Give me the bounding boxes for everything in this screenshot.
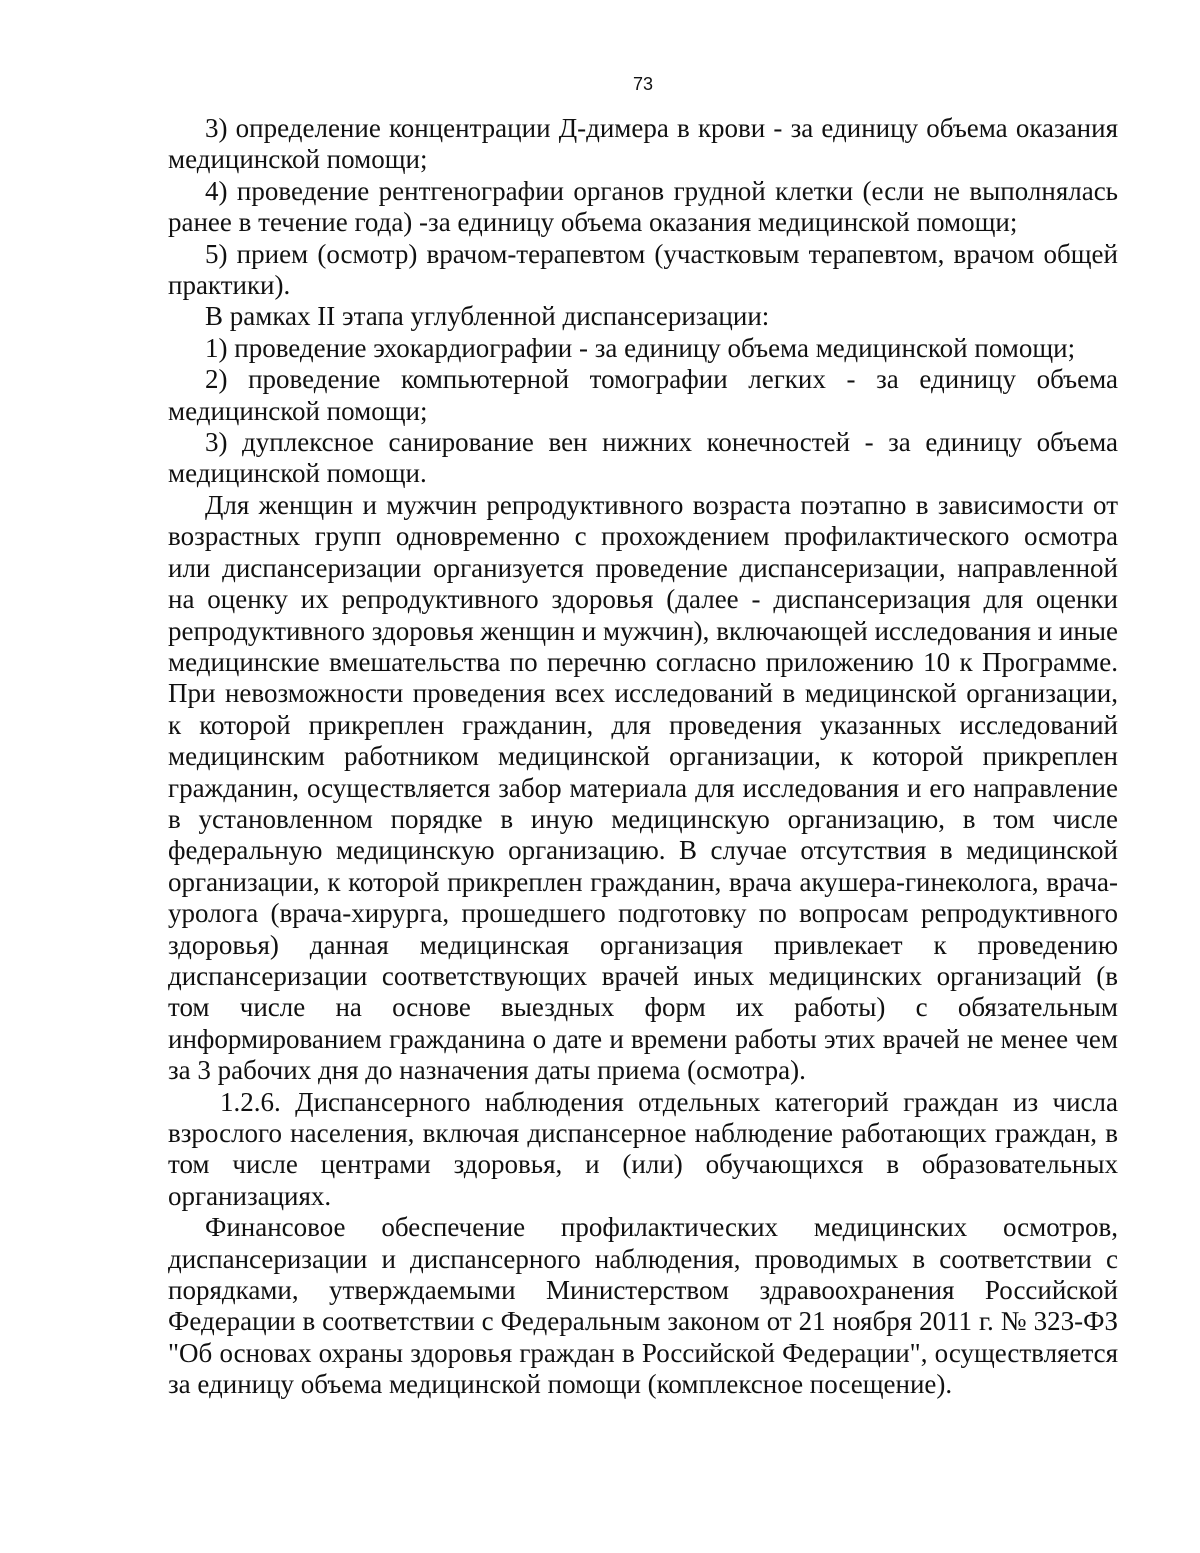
paragraph-chest-xray: 4) проведение рентгенографии органов грудной клетки (если не выполнялась ранее в течение года) -за единицу объема оказания медицинской помощи; xyxy=(168,175,1118,238)
paragraph-lung-ct: 2) проведение компьютерной томографии легких - за единицу объема медицинской помощи; xyxy=(168,364,1118,426)
page-number: 73 xyxy=(632,74,654,94)
paragraph-therapist-visit: 5) прием (осмотр) врачом-терапевтом (участковым терапевтом, врачом общей практики). xyxy=(168,238,1118,301)
paragraph-dispensary-observation: 1.2.6. Диспансерного наблюдения отдельных категорий граждан из числа взрослого населения, включая диспансерное наблюдение работающих граждан, в том числе центрами здоровья, и (или) обучающихся в образовательных организациях. xyxy=(168,1086,1118,1211)
paragraph-reproductive-health: Для женщин и мужчин репродуктивного возраста поэтапно в зависимости от возрастных групп одновременно с прохождением профилактического осмотра или диспансеризации организуется проведение диспансеризации, направленной на оценку их репродуктивного здоровья (далее - диспансеризация для оценки репродуктивного здоровья женщин и мужчин), включающей исследования и иные медицинские вмешательства по перечню согласно приложению 10 к Программе. При невозможности проведения всех исследований в медицинской организации, к которой прикреплен гражданин, для проведения указанных исследований медицинским работником медицинской организации, к которой прикреплен гражданин, осуществляется забор материала для исследования и его направление в установленном порядке в иную медицинскую организацию, в том числе федеральную медицинскую организацию. В случае отсутствия в медицинской организации, к которой прикреплен гражданин, врача акушера-гинеколога, врача-уролога (врача-хирурга, прошедшего подготовку по вопросам репродуктивного здоровья) данная медицинская организация привлекает к проведению диспансеризации соответствующих врачей иных медицинских организаций (в том числе на основе выездных форм их работы) с обязательным информированием гражданина о дате и времени работы этих врачей не менее чем за 3 рабочих дня до назначения даты приема (осмотра). xyxy=(168,489,1118,1086)
paragraph-financing: Финансовое обеспечение профилактических медицинских осмотров, диспансеризации и диспансерного наблюдения, проводимых в соответствии с порядками, утверждаемыми Министерством здравоохранения Российской Федерации в соответствии с Федеральным законом от 21 ноября 2011 г. № 323-ФЗ "Об основах охраны здоровья граждан в Российской Федерации", осуществляется за единицу объема медицинской помощи (комплексное посещение). xyxy=(168,1212,1118,1400)
document-body xyxy=(168,113,1118,1401)
paragraph-echocardiography: 1) проведение эхокардиографии - за единицу объема медицинской помощи; xyxy=(205,332,1076,363)
paragraph-stage-two-heading: В рамках II этапа углубленной диспансеризации: xyxy=(205,301,770,332)
paragraph-d-dimer: 3) определение концентрации Д-димера в крови - за единицу объема оказания медицинской помощи; xyxy=(168,113,1118,175)
paragraph-duplex-scan: 3) дуплексное санирование вен нижних конечностей - за единицу объема медицинской помощи. xyxy=(168,427,1118,489)
